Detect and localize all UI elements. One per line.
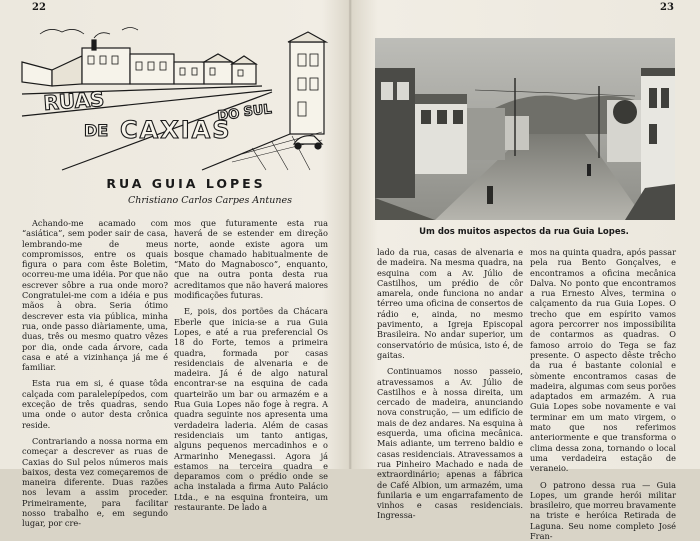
article-author: Christiano Carlos Carpes Antunes — [128, 195, 292, 206]
text-column-4 — [530, 247, 676, 541]
paragraph: mos que futuramente esta rua haverá de se estender em direção norte, aonde existe agora um bosque chamado habitualmente de “Mato do Magnabosco”, enquanto, que na outra ponta desta rua acreditamos que não haverá maiores modificações futuras. — [174, 218, 328, 301]
photo-caption: Um dos muitos aspectos da rua Guia Lopes. — [419, 227, 629, 237]
article-title: RUA GUIA LOPES — [106, 176, 266, 191]
page-number-right: 23 — [660, 2, 674, 13]
illustration-text-caxias: CAXIAS — [120, 116, 232, 144]
illustration-text-sul: SUL — [242, 102, 273, 120]
text-column-1 — [22, 218, 168, 529]
illustration-text-do: DO — [216, 106, 241, 124]
paragraph: O patrono dessa rua — Guia Lopes, um grande herói militar brasileiro, que morreu bravamente na triste e heróica Retirada de Laguna. Seu nome completo José Fran- — [530, 479, 676, 541]
paragraph: lado da rua, casas de alvenaria e de madeira. Na mesma quadra, na esquina com a Av. Júlio de Castilhos, um prédio de côr amarela, onde funciona no andar térreo uma oficina de consertos de rádio e, ainda, no mesmo pavimento, a Igreja Episcopal Brasileira. No andar superior, um conservatório de música, isto é, de gaitas. — [377, 247, 523, 360]
text-column-3 — [377, 247, 523, 521]
illustration-text-de: DE — [84, 121, 109, 140]
paragraph: Esta rua em si, é quase tôda calçada com paralelepípedos, com exceção de três quadras, sendo uma onde o autor desta crônica reside. — [22, 378, 168, 430]
paragraph: Achando-me acamado com “asiática”, sem poder sair de casa, lembrando-me de meus compromissos, entre os quais figura o para com êste Boletim, ocorreu-me uma idéia. Por que não escrever sôbre a rua onde moro? Congratulei-me com a idéia e pus mãos à obra. Seria ótimo descrever esta via pública, minha rua, onde passo diàriamente, uma, duas, três ou mesmo quatro vêzes por dia, onde cada árvore, cada casa e até a vizinhança já me é familiar. — [22, 218, 168, 373]
text-column-2 — [174, 218, 328, 513]
street-photo — [375, 38, 675, 220]
page-number-left: 22 — [32, 2, 46, 13]
illustration-text-ruas: RUAS — [42, 86, 106, 115]
paragraph: mos na quinta quadra, após passar pela rua Bento Gonçalves, e encontramos a oficina mecânica Dalva. No ponto que encontramos a rua Ernesto Alves, termina o calçamento da rua Guia Lopes. O trecho que em espírito vamos agora percorrer nos impossibilita de contarmos as quadras. O famoso arroio do Tega se faz presente. O aspecto dêste trêcho da rua é bastante colonial e sòmente encontramos casas de madeira, algumas com seus porões adaptados em armazém. A rua Guia Lopes sobe novamente e vai terminar em um mato virgem, o mato que nos referimos anteriormente e que transforma o clima dessa zona, tornando o local uma verdadeira estação de veraneio. — [530, 247, 676, 474]
paragraph: E, pois, dos portões da Chácara Eberle que inicia-se a rua Guia Lopes, e até a rua preferencial Os 18 do Forte, temos a primeira quadra, formada por casas residenciais de alvenaria e de madeira. Já é de algo natural encontrar-se na esquina de cada quarteirão um bar ou armazém e a Rua Guia Lopes não foge à regra. A quadra seguinte nos apresenta uma verdadeira laderia. Além de casas residenciais um tanto antigas, alguns pequenos mercadinhos e o Armarinho Menegassi. Agora já estamos na terceira quadra e deparamos com o prédio onde se acha instalada a firma Auto Palácio Ltda., e na esquina fronteira, um restaurante. De lado a — [174, 306, 328, 513]
street-illustration — [22, 24, 328, 170]
paragraph: Contrariando a nossa norma em começar a descrever as ruas de Caxias do Sul pelos números mais baixos, desta vez começaremos de maneira diferente. Duas razões nos levam a assim proceder. Primeiramente, para facilitar nosso trabalho e, em segundo lugar, por cre- — [22, 435, 168, 529]
paragraph: Continuamos nosso passeio, atravessamos a Av. Júlio de Castilhos e à nossa direita, um cercado de madeira, anunciando nova construção, — um edifício de mais de dez andares. Na esquina à esquerda, uma oficina mecânica. Mais adiante, um terreno baldio e casas residenciais. Atravessamos a rua Pinheiro Machado e nada de extraordinário; apenas a fábrica de Café Albion, um armazém, uma funilaria e um engarrafamento de vinhos e casas residenciais. Ingressa- — [377, 366, 523, 521]
